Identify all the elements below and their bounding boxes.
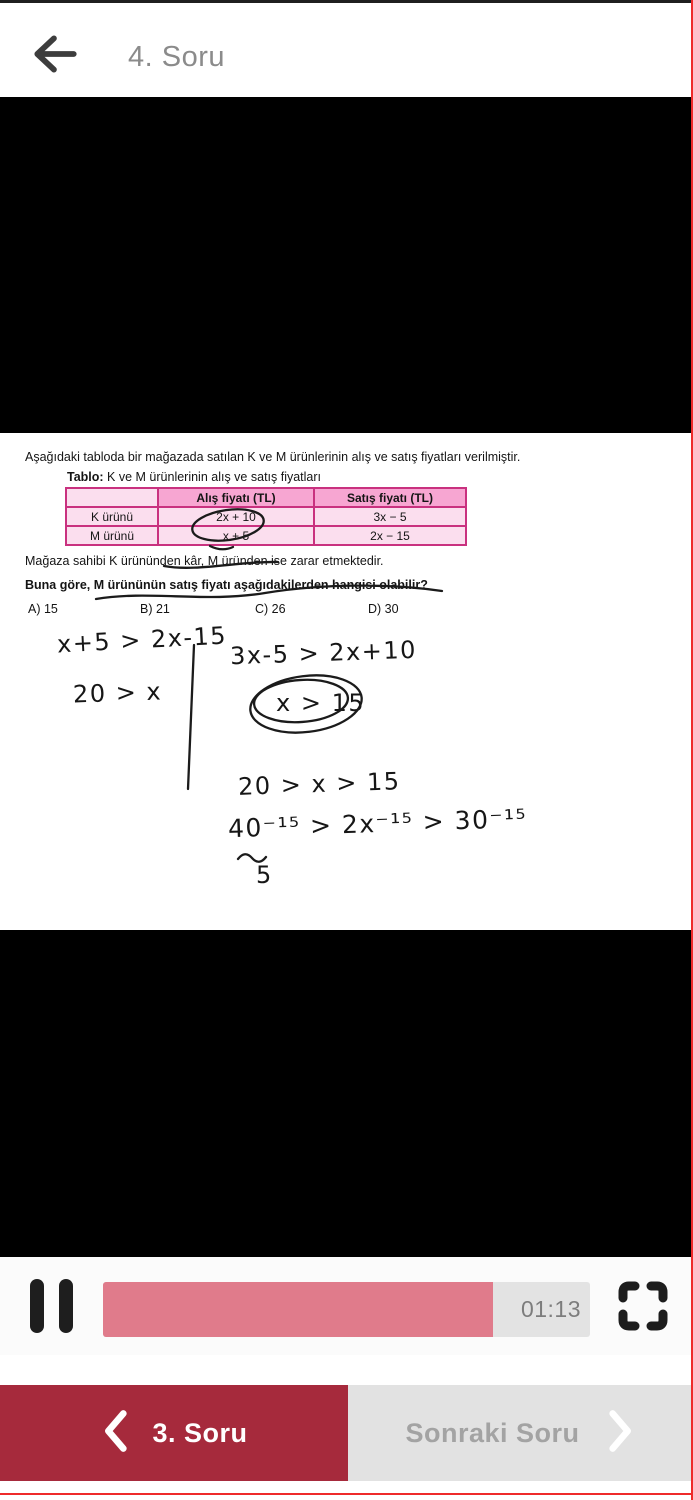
handwriting-line: 40⁻¹⁵ > 2x⁻¹⁵ > 30⁻¹⁵ (227, 803, 528, 844)
option-b: B) 21 (140, 602, 170, 616)
row-label-m: M ürünü (66, 526, 158, 545)
col-header-sell: Satış fiyatı (TL) (314, 488, 466, 507)
question-intro: Aşağıdaki tabloda bir mağazada satılan K ve M ürünlerinin alış ve satış fiyatları verilmiştir. (25, 450, 521, 464)
row-label-k: K ürünü (66, 507, 158, 526)
question-nav (0, 1385, 693, 1481)
col-header-buy: Alış fiyatı (TL) (158, 488, 314, 507)
back-button[interactable] (30, 29, 80, 79)
handwriting-line: 3x-5 > 2x+10 (229, 635, 418, 671)
pen-divider (188, 645, 194, 789)
progress-bar[interactable] (103, 1282, 590, 1337)
option-c: C) 26 (255, 602, 286, 616)
question-statement: Mağaza sahibi K ürününden kâr, M üründen ise zarar etmektedir. (25, 554, 384, 568)
question-panel (0, 433, 693, 930)
table-corner-cell (66, 488, 158, 507)
prev-question-button[interactable] (0, 1385, 348, 1481)
table-caption-label: Tablo: (67, 470, 104, 484)
chevron-right-icon (606, 1407, 636, 1460)
cell-m-buy: x + 5 (158, 526, 314, 545)
chevron-left-icon (100, 1407, 130, 1460)
pen-flick (210, 546, 233, 549)
handwriting-line: 20 > x (72, 677, 163, 709)
option-a: A) 15 (28, 602, 58, 616)
next-question-label: Sonraki Soru (405, 1417, 580, 1448)
question-prompt: Buna göre, M ürününün satış fiyatı aşağıdakilerden hangisi olabilir? (25, 578, 428, 592)
price-table (65, 487, 467, 546)
next-question-button[interactable] (348, 1385, 693, 1481)
handwriting-line: 5 (256, 861, 273, 889)
player-controls-bar (0, 1257, 693, 1355)
progress-fill (103, 1282, 493, 1337)
time-label: 01:13 (520, 1296, 581, 1322)
option-d: D) 30 (368, 602, 399, 616)
frame-edge-bottom (0, 1493, 693, 1495)
handwriting-line: 20 > x > 15 (237, 767, 401, 801)
header-bar (0, 3, 693, 97)
table-row (66, 526, 466, 545)
handwriting-line: x+5 > 2x-15 (56, 621, 228, 659)
table-header-row (66, 488, 466, 507)
pause-button[interactable] (30, 1279, 74, 1333)
cell-k-sell: 3x − 5 (314, 507, 466, 526)
table-caption-text: K ve M ürünlerinin alış ve satış fiyatları (103, 470, 322, 484)
fullscreen-icon (615, 1321, 671, 1338)
fullscreen-button[interactable] (615, 1278, 671, 1334)
prev-question-label: 3. Soru (152, 1417, 248, 1448)
video-area-top[interactable] (0, 97, 693, 433)
handwriting-circled-result: x > 15 (276, 689, 366, 717)
cell-m-sell: 2x − 15 (314, 526, 466, 545)
cell-k-buy: 2x + 10 (158, 507, 314, 526)
back-arrow-icon (30, 66, 80, 83)
frame-edge-top (0, 0, 693, 3)
table-row (66, 507, 466, 526)
video-area-bottom[interactable] (0, 930, 693, 1257)
table-caption (67, 469, 321, 485)
page-title: 4. Soru (128, 41, 225, 73)
